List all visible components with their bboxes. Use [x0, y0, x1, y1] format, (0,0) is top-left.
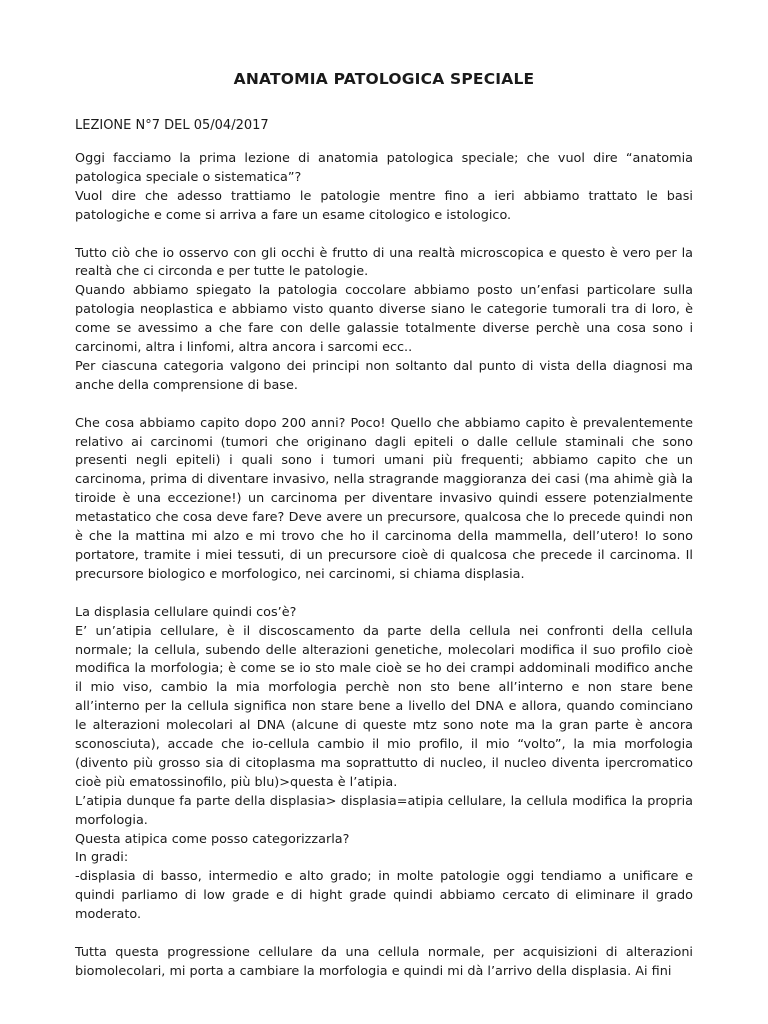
paragraph: Vuol dire che adesso trattiamo le patologie mentre fino a ieri abbiamo trattato le basi patologiche e come si arriva a fare un esame citologico e istologico. [75, 188, 693, 223]
paragraph: L’atipia dunque fa parte della displasia> displasia=atipia cellulare, la cellula modifica la propria morfologia. [75, 793, 693, 828]
paragraph: Tutta questa progressione cellulare da una cellula normale, per acquisizioni di alterazioni biomolecolari, mi porta a cambiare la morfologia e quindi mi dà l’arrivo della displasia. Ai fini [75, 945, 693, 979]
document-title: ANATOMIA PATOLOGICA SPECIALE [233, 70, 535, 88]
paragraph: Che cosa abbiamo capito dopo 200 anni? Poco! Quello che abbiamo capito è prevalentemente relativo ai carcinomi (tumori che originano dagli epiteli o dalle cellule staminali che sono presenti negli epiteli) i quali sono i tumori umani più frequenti; abbiamo capito che un carcinoma, prima di diventare invasivo, nella stragrande maggioranza dei casi (ma ahimè già la tiroide è una eccezione!) un carcinoma per diventare invasivo quindi essere potenzialmente metastatico che cosa deve fare? Deve avere un precursore, qualcosa che lo precede quindi non è che la mattina mi alzo e mi trovo che ho il carcinoma della mammella, dell’utero! Io sono portatore, tramite i miei tessuti, di un precursore cioè di qualcosa che precede il carcinoma. Il precursore biologico e morfologico, nei carcinomi, si chiama displasia. [75, 415, 693, 582]
paragraph: Oggi facciamo la prima lezione di anatomia patologica speciale; che vuol dire “anatomia patologica speciale o sistematica”? [75, 151, 693, 185]
paragraph: Tutto ciò che io osservo con gli occhi è frutto di una realtà microscopica e questo è vero per la realtà che ci circonda e per tutte le patologie. [75, 245, 693, 280]
document-body [75, 150, 693, 982]
paragraph: -displasia di basso, intermedio e alto grado; in molte patologie oggi tendiamo a unificare e quindi parliamo di low grade e di hight grade quindi abbiamo cercato di eliminare il grado moderato. [75, 869, 693, 923]
paragraph: La displasia cellulare quindi cos’è? [75, 604, 297, 620]
lesson-header: LEZIONE N°7 DEL 05/04/2017 [75, 118, 269, 133]
paragraph: Quando abbiamo spiegato la patologia coccolare abbiamo posto un’enfasi particolare sulla patologia neoplastica e abbiamo visto quanto diverse siano le categorie tumorali tra di loro, è come se avessimo a che fare con delle galassie totalmente diverse perchè una cosa sono i carcinomi, altra i linfomi, altra ancora i sarcomi ecc.. [75, 283, 693, 356]
paragraph: E’ un’atipia cellulare, è il discoscamento da parte della cellula nei confronti della cellula normale; la cellula, subendo delle alterazioni genetiche, molecolari modifica il suo profilo cioè modifica la morfologia; è come se io sto male cioè se ho dei crampi addominali modifico anche il mio viso, cambio la mia morfologia perchè non sto bene all’interno e non stare bene all’interno per la cellula significa non stare bene a livello del DNA e allora, quando cominciano le alterazioni molecolari al DNA (alcune di queste mtz sono note ma la gran parte è ancora sconosciuta), accade che io-cellula cambio il mio profilo, il mio “volto”, la mia morfologia (divento più grosso sia di citoplasma ma soprattutto di nucleo, il nucleo diventa ipercromatico cioè più ematossinofilo, più blu)>questa è l’atipia. [75, 623, 693, 790]
paragraph: In gradi: [75, 850, 129, 866]
paragraph: Per ciascuna categoria valgono dei principi non soltanto dal punto di vista della diagnosi ma anche della comprensione di base. [75, 358, 693, 393]
paragraph: Questa atipica come posso categorizzarla? [75, 831, 350, 847]
